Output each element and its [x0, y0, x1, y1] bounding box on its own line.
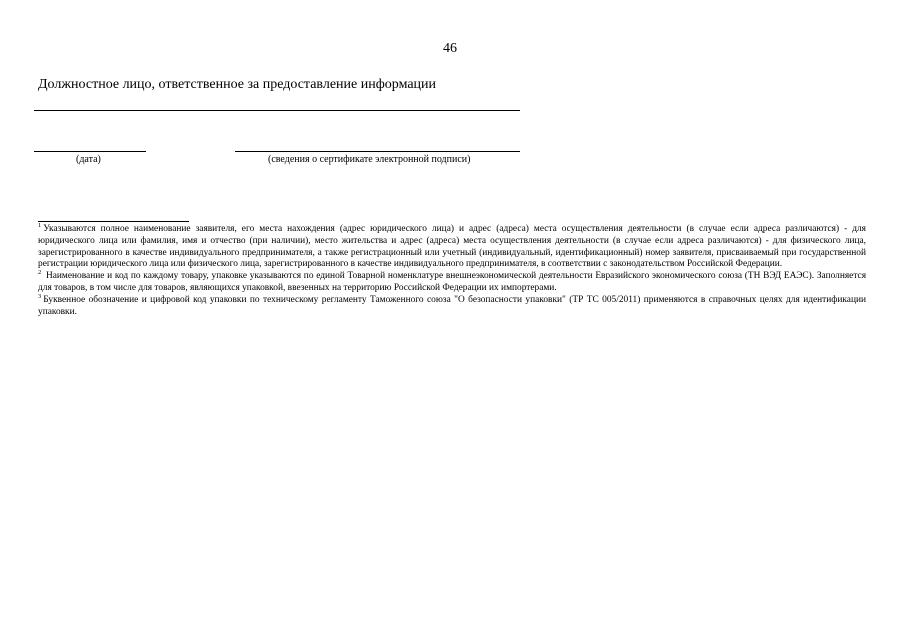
certificate-line: [235, 151, 520, 152]
date-line: [34, 151, 146, 152]
footnote-2: [38, 271, 866, 295]
footnotes-section: [38, 221, 866, 318]
footnote-1-mark: 1: [38, 221, 42, 229]
responsible-person-heading: Должностное лицо, ответственное за предоставление информации: [38, 77, 437, 92]
footnote-3-text: Буквенное обозначение и цифровой код упаковки по техническому регламенту Таможенного союза "О безопасности упаковки" (ТР ТС 005/2011) применяются в справочных целях для идентификации упаковки.: [38, 294, 866, 317]
footnote-1: [38, 221, 866, 271]
certificate-caption: (сведения о сертификате электронной подписи): [268, 154, 471, 165]
footnote-3-mark: 3: [38, 292, 42, 300]
footnote-2-text: Наименование и код по каждому товару, упаковке указываются по единой Товарной номенклатуре внешнеэкономической деятельности Евразийского экономического союза (ТН ВЭД ЕАЭС). Заполняется для товаров, в том числе для товаров, являющихся упаковкой, ввезенных на территорию Российской Федерации их импортерами.: [38, 271, 866, 293]
footnote-2-mark: 2: [38, 269, 42, 277]
footnote-3: [38, 292, 866, 319]
page-number: 46: [443, 41, 457, 56]
responsible-person-signature-line: [34, 110, 520, 111]
footnote-1-text: Указываются полное наименование заявителя, его места нахождения (адрес юридического лица) и адрес (адреса) места осуществления деятельности (в случае если адреса различаются) - для юридического лица или фамилия, имя и отчество (при наличии), место жительства и адрес (адреса) места осуществления деятельности (в случае если адреса различаются) - для физического лица, зарегистрированного в качестве индивидуального предпринимателя, а также регистрационный или учетный (индивидуальный, идентификационный) номер заявителя, присваиваемый при государственной регистрации юридического лица или физического лица, зарегистрированного в качестве индивидуального предпринимателя, в соответствии с законодательством Российской Федерации.: [38, 224, 866, 270]
date-caption: (дата): [76, 154, 101, 165]
footnote-divider: [38, 221, 189, 222]
